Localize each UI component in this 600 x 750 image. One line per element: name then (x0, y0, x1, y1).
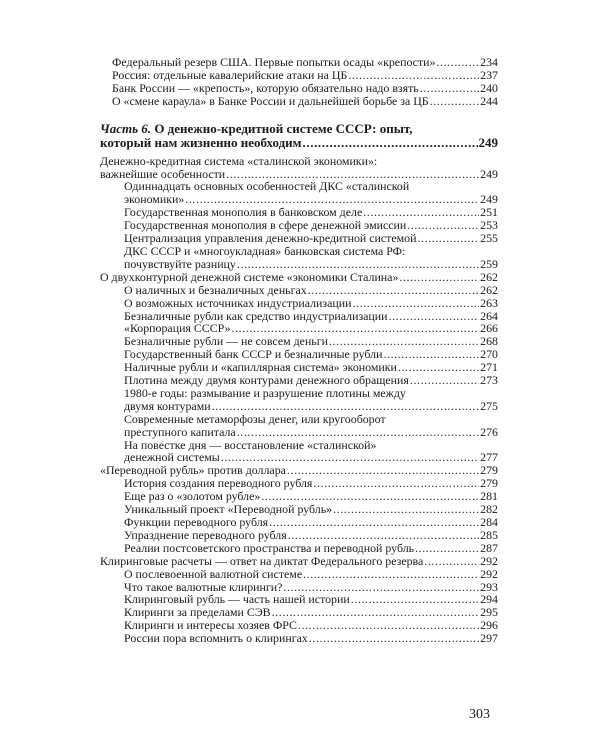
toc-entry (100, 245, 498, 271)
page-ref: 263 (480, 295, 498, 310)
page-ref: 282 (480, 502, 498, 517)
toc-entry-line1: ДКС СССР и «многоукладная» банковская система РФ: (124, 243, 406, 258)
page-ref: 296 (480, 618, 498, 633)
toc-section (100, 464, 498, 554)
toc-entry (100, 297, 498, 310)
page-ref: 266 (480, 321, 498, 336)
section-heading (100, 555, 498, 568)
page-ref: 279 (480, 463, 498, 478)
toc-entry-text: История создания переводного рубля (124, 476, 313, 491)
toc-entry-line1: Одиннадцать основных особенностей ДКС «сталинской (124, 179, 410, 194)
toc-entry-text: Безналичные рубли — не совсем деньги (124, 334, 328, 349)
section-heading-line2: важнейшие особенности (100, 166, 226, 181)
toc-entry (100, 180, 498, 206)
section-heading (100, 271, 498, 284)
section-heading (100, 155, 498, 181)
part-page: 249 (478, 135, 498, 151)
page-ref: 284 (480, 515, 498, 529)
toc-entry-text: Что такое валютные клиринги? (124, 579, 283, 594)
toc-entry-text: Упразднение переводного рубля (124, 527, 287, 542)
section-heading-text: О двухконтурной денежной системе «экономики Сталина» (100, 269, 399, 284)
toc-entry-text: «Корпорация СССР» (124, 321, 231, 336)
part-heading (100, 122, 498, 151)
part-title-line2: который нам жизненно необходим (100, 135, 302, 151)
part-title-line1: О денежно-кредитной системе СССР: опыт, (154, 120, 413, 136)
page-number: 303 (469, 707, 490, 722)
page-ref: 253 (480, 218, 498, 233)
toc-entry-line2: денежной системы (124, 450, 220, 465)
page-ref: 259 (480, 256, 498, 271)
toc-entry-text: Клиринговый рубль — часть нашей истории (124, 592, 350, 607)
toc-entry-text: Уникальный проект «Переводной рубль» (124, 502, 333, 517)
section-heading-line1: Денежно-кредитная система «сталинской экономики»: (100, 153, 378, 168)
toc-entry (100, 374, 498, 387)
toc-entry-text: Еще раз о «золотом рубле» (124, 489, 261, 504)
intro-entries (100, 56, 498, 108)
toc-section (100, 271, 498, 465)
page-ref: 292 (480, 553, 498, 568)
toc-entry: О «смене караула» в Банке России и дальнейшей борьбе за ЦБ ..... 244 (100, 95, 498, 108)
section-heading-text: «Переводной рубль» против доллара (100, 463, 286, 478)
toc-entry (100, 413, 498, 439)
toc-entry (100, 516, 498, 529)
page-ref: 264 (480, 308, 498, 323)
page-ref: 285 (480, 527, 498, 542)
toc-entry-text: Наличные рубли и «капиллярная система» экономики (124, 360, 397, 375)
toc-entry (100, 542, 498, 555)
toc-entry: Россия: отдельные кавалерийские атаки на ЦБ ..... 237 (100, 69, 498, 82)
toc-entry-text: Реалии постсоветского пространства и переводной рубль (124, 540, 415, 555)
toc-entry-line2: двумя контурами (124, 398, 211, 413)
toc-entry-text: Государственная монополия в банковском деле (124, 205, 363, 220)
section-heading-text: Клиринговые расчеты — ответ на диктат Федерального резерва (100, 553, 424, 568)
toc-entry-text: О послевоенной валютной системе (124, 566, 303, 581)
page-ref: 251 (480, 205, 498, 220)
page-ref: 271 (480, 360, 498, 375)
toc-entry-line2: преступного капитала (124, 424, 236, 439)
page-ref: 276 (480, 424, 498, 439)
page-ref: 292 (480, 566, 498, 581)
toc-entry-text: Функции переводного рубля (124, 515, 269, 529)
page-ref: 297 (480, 631, 498, 646)
toc-entry-text: Плотина между двумя контурами денежного обращения (124, 373, 409, 388)
page-ref: 268 (480, 334, 498, 349)
toc-entry: Банк России — «крепость», которую обязательно надо взять ..... 240 (100, 82, 498, 95)
toc-section (100, 555, 498, 645)
toc-entry-text: О наличных и безналичных деньгах (124, 282, 307, 297)
toc-entry: Федеральный резерв США. Первые попытки осады «крепости» ..... 234 (100, 56, 498, 69)
page-ref: 249 (480, 192, 498, 207)
toc-entry-line1: На повестке дня — восстановление «сталинской» (124, 437, 377, 452)
page-ref: 293 (480, 579, 498, 594)
toc-entry-line2: почувствуйте разницу (124, 256, 236, 271)
page-ref: 281 (480, 489, 498, 504)
toc-entry (100, 529, 498, 542)
toc-entry-line1: 1980-е годы: размывание и разрушение плотины между (124, 385, 406, 400)
page-ref: 294 (480, 592, 498, 607)
page-ref: 275 (480, 398, 498, 413)
page-ref: 270 (480, 347, 498, 362)
toc-entry (100, 632, 498, 645)
part-label: Часть 6. (100, 120, 152, 136)
toc-entry-text: Клиринги за пределами СЭВ (124, 605, 271, 620)
toc-entry (100, 284, 498, 297)
toc-entry-text: России пора вспомнить о клирингах (124, 631, 308, 646)
toc-entry (100, 439, 498, 465)
toc-entry-text: Централизация управления денежно-кредитной системой (124, 231, 417, 246)
page-ref: 262 (480, 282, 498, 297)
toc-entry-text: Государственный банк СССР и безналичные рубли (124, 347, 383, 362)
toc-entry (100, 568, 498, 581)
page-ref: 277 (480, 450, 498, 465)
toc-entry-text: О возможных источниках индустриализации (124, 295, 352, 310)
page-ref: 279 (480, 476, 498, 491)
table-of-contents (100, 56, 498, 645)
toc-entry-text: Государственная монополия в сфере денежной эмиссии (124, 218, 407, 233)
toc-entry-text: Безналичные рубли как средство индустриализации (124, 308, 388, 323)
page-ref: 249 (480, 166, 498, 181)
sections (100, 155, 498, 645)
toc-entry-text: Клиринги и интересы хозяев ФРС (124, 618, 297, 633)
page-ref: 262 (480, 269, 498, 284)
page-ref: 295 (480, 605, 498, 620)
page-ref: 287 (480, 540, 498, 555)
toc-entry (100, 387, 498, 413)
toc-entry-line1: Современные метаморфозы денег, или кругооборот (124, 411, 386, 426)
toc-entry-line2: экономики» (124, 192, 185, 207)
toc-section (100, 155, 498, 271)
page-ref: 273 (480, 373, 498, 388)
page-ref: 255 (480, 231, 498, 246)
